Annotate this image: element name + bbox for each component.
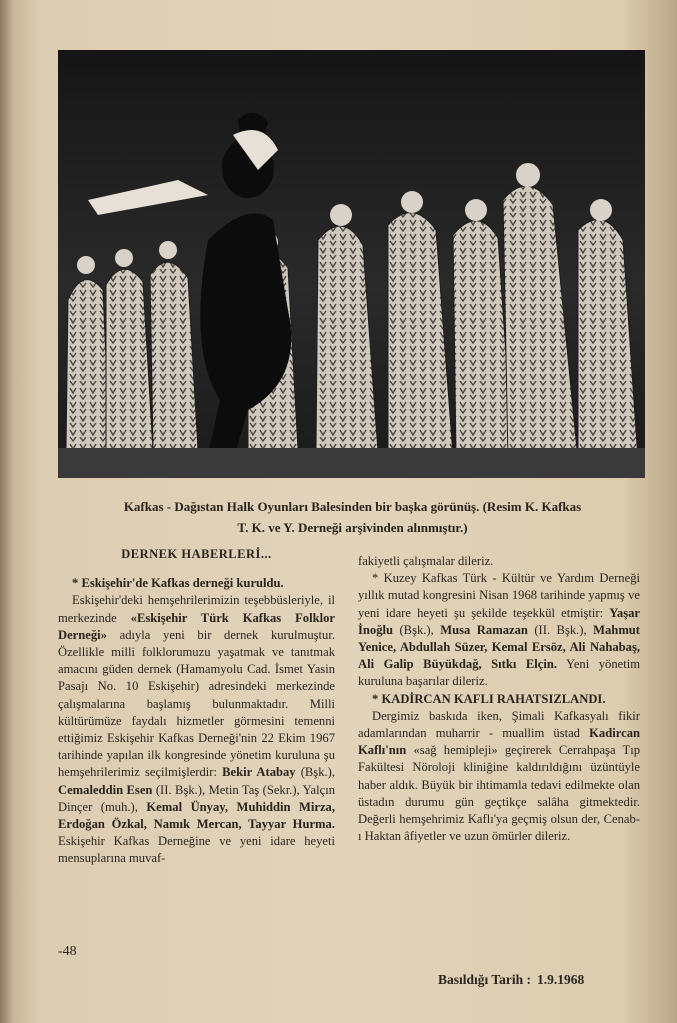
caption-line-1: Kafkas - Dağıstan Halk Oyunları Balesinden bir başka görünüş. (Resim K. Kafkas	[123, 499, 582, 514]
left-column	[58, 546, 335, 868]
news-body-eskisehir: Eskişehir'deki hemşehrilerimizin teşebbüsleriyle, il merkezinde «Eskişehir Türk Kafkas Folklor Derneği» adıyla yeni bir dernek kurulmuştur. Özellikle milli folklorumuzu yaşatmak ve tanıtmak amacını güden dernek (Hamamyolu Cad. İsmet Yasin Pasajı No. 10 Eskişehir) adresindeki merkezinde çalışmalarına başlamış bulunmaktadır. Milli kültürümüze faydalı hizmetler görmesini temenni ettiğimiz Eskişehir Kafkas Derneği'nin 22 Ekim 1967 tarihinde yapılan ilk kongresinde yönetim kuruluna şu hemşehrilerimiz seçilmişlerdir: Bekir Atabay (Bşk.), Cemaleddin Esen (II. Bşk.), Metin Taş (Sekr.), Yalçın Dinçer (muh.), Kemal Ünyay, Muhiddin Mirza, Erdoğan Özkal, Namık Mercan, Tayyar Hurma. Eskişehir Kafkas Derneğine ve yeni idare heyeti mensuplarına muvaf-	[58, 593, 335, 866]
print-date-label: Basıldığı Tarih :	[438, 972, 532, 987]
print-date-value: 1.9.1968	[537, 972, 585, 987]
section-heading: DERNEK HABERLERİ...	[121, 547, 272, 561]
news-title-kadircan: * KADİRCAN KAFLI RAHATSIZLANDI.	[372, 691, 606, 706]
right-column	[358, 553, 640, 845]
news-body-continued: fakiyetli çalışmalar dileriz.	[358, 554, 494, 568]
dance-photo	[58, 50, 645, 478]
news-body-kuzey-kafkas: * Kuzey Kafkas Türk - Kültür ve Yardım Derneği yıllık mutad kongresini Nisan 1968 tarihinde yapmış ve yeni idare heyeti şu şekilde teşekkül etmiştir: Yaşar İnoğlu (Bşk.), Musa Ramazan (II. Bşk.), Mahmut Yenice, Abdullah Süzer, Kemal Ersöz, Ali Nahabaş, Ali Galip Büyükdağ, Sıtkı Elçin. Yeni yönetim kuruluna başarılar dileriz.	[358, 571, 641, 689]
photo-caption	[60, 496, 645, 538]
page-number: -48	[58, 944, 77, 959]
print-date	[438, 972, 584, 988]
news-body-kadircan: Dergimiz baskıda iken, Şimali Kafkasyalı fikir adamlarından muharrir - muallim üstad Kadircan Kaflı'nın «sağ hemipleji» geçirerek Cerrahpaşa Tıp Fakültesi Nöroloji kliniğine kaldırıldığını üzüntüyle haber aldık. Büyük bir ihtimamla tedavi edilmekte olan üstadın durumu gün geçtikçe salâha gitmektedir. Değerli hemşehrimiz Kaflı'ya geçmiş olsun der, Cenab-ı Haktan âfiyetler ve uzun ömürler dileriz.	[358, 708, 640, 844]
news-title-eskisehir: * Eskişehir'de Kafkas derneği kuruldu.	[72, 576, 284, 591]
caption-line-2: T. K. ve Y. Derneği arşivinden alınmıştır.)	[237, 520, 468, 535]
